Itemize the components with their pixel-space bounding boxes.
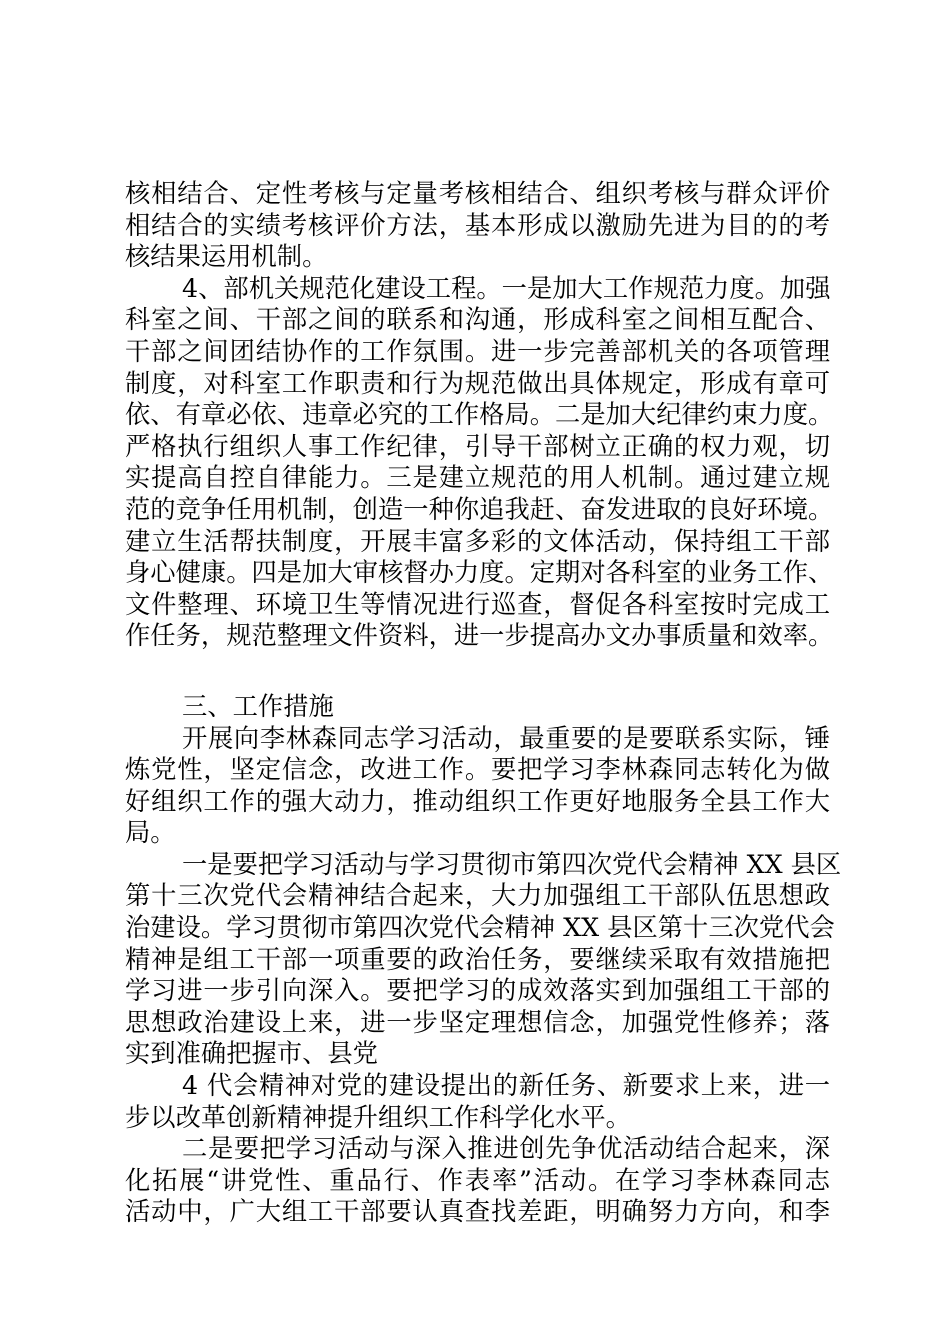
text-line: 局。: [125, 818, 176, 848]
text-line: 4、部机关规范化建设工程。一是加大工作规范力度。加强: [182, 273, 831, 303]
text-line: 干部之间团结协作的工作氛围。进一步完善部机关的各项管理: [125, 336, 830, 366]
text-line: 实提高自控自律能力。三是建立规范的用人机制。通过建立规: [125, 463, 830, 493]
paragraph-excellence-activity: [125, 1133, 830, 1228]
paragraph-congress-spirit: [125, 849, 842, 1070]
paragraph-office-standardization: [125, 273, 834, 652]
text-line: 活动中，广大组工干部要认真查找差距，明确努力方向，和李: [125, 1197, 830, 1227]
text-line: 学习进一步引向深入。要把学习的成效落实到加强组工干部的: [125, 976, 830, 1006]
paragraph-evaluation-method: [125, 178, 830, 273]
text-line: 相结合的实绩考核评价方法，基本形成以激励先进为目的的考: [125, 210, 830, 240]
text-line: 二是要把学习活动与深入推进创先争优活动结合起来，深: [182, 1134, 830, 1164]
text-line: 好组织工作的强大动力，推动组织工作更好地服务全县工作大: [125, 786, 830, 816]
text-line: 炼党性，坚定信念，改进工作。要把学习李林森同志转化为做: [125, 755, 830, 785]
text-line: 核结果运用机制。: [125, 242, 328, 272]
text-line: 开展向李林森同志学习活动，最重要的是要联系实际，锤: [182, 723, 830, 753]
heading-line: 三、工作措施: [182, 691, 334, 721]
text-line: 作任务，规范整理文件资料，进一步提高办文办事质量和效率。: [125, 621, 834, 651]
document-body: [125, 178, 842, 1228]
text-line: 建立生活帮扶制度，开展丰富多彩的文体活动，保持组工干部: [125, 526, 830, 556]
text-line: 科室之间、干部之间的联系和沟通，形成科室之间相互配合、: [125, 305, 830, 335]
text-line: 范的竞争任用机制，创造一种你追我赶、奋发进取的良好环境。: [125, 494, 834, 524]
text-line: 第十三次党代会精神结合起来，大力加强组工干部队伍思想政: [125, 881, 830, 911]
text-line: 思想政治建设上来，进一步坚定理想信念，加强党性修养；落: [125, 1007, 830, 1037]
text-line: 依、有章必依、违章必究的工作格局。二是加大纪律约束力度。: [125, 400, 834, 430]
text-line: 步以改革创新精神提升组织工作科学化水平。: [125, 1102, 631, 1132]
text-line: 实到准确把握市、县党: [125, 1039, 378, 1069]
text-line: 核相结合、定性考核与定量考核相结合、组织考核与群众评价: [125, 179, 830, 208]
text-line: 化拓展“讲党性、重品行、作表率”活动。在学习李林森同志: [125, 1165, 830, 1195]
text-line: 文件整理、环境卫生等情况进行巡查，督促各科室按时完成工: [125, 589, 830, 619]
paragraph-learning-activity: [125, 723, 830, 849]
text-line: 治建设。学习贯彻市第四次党代会精神 XX 县区第十三次党代会: [125, 913, 835, 943]
section-heading-work-measures: [125, 691, 830, 723]
text-line: 精神是组工干部一项重要的政治任务，要继续采取有效措施把: [125, 944, 830, 974]
text-line: 严格执行组织人事工作纪律，引导干部树立正确的权力观，切: [125, 431, 830, 461]
text-line: 一是要把学习活动与学习贯彻市第四次党代会精神 XX 县区: [182, 849, 842, 879]
text-line: 4 代会精神对党的建设提出的新任务、新要求上来，进一: [182, 1071, 830, 1101]
text-line: 身心健康。四是加大审核督办力度。定期对各科室的业务工作、: [125, 558, 834, 588]
text-line: 制度，对科室工作职责和行为规范做出具体规定，形成有章可: [125, 368, 830, 398]
paragraph-spacer: [125, 652, 830, 691]
paragraph-new-tasks: [125, 1070, 830, 1133]
